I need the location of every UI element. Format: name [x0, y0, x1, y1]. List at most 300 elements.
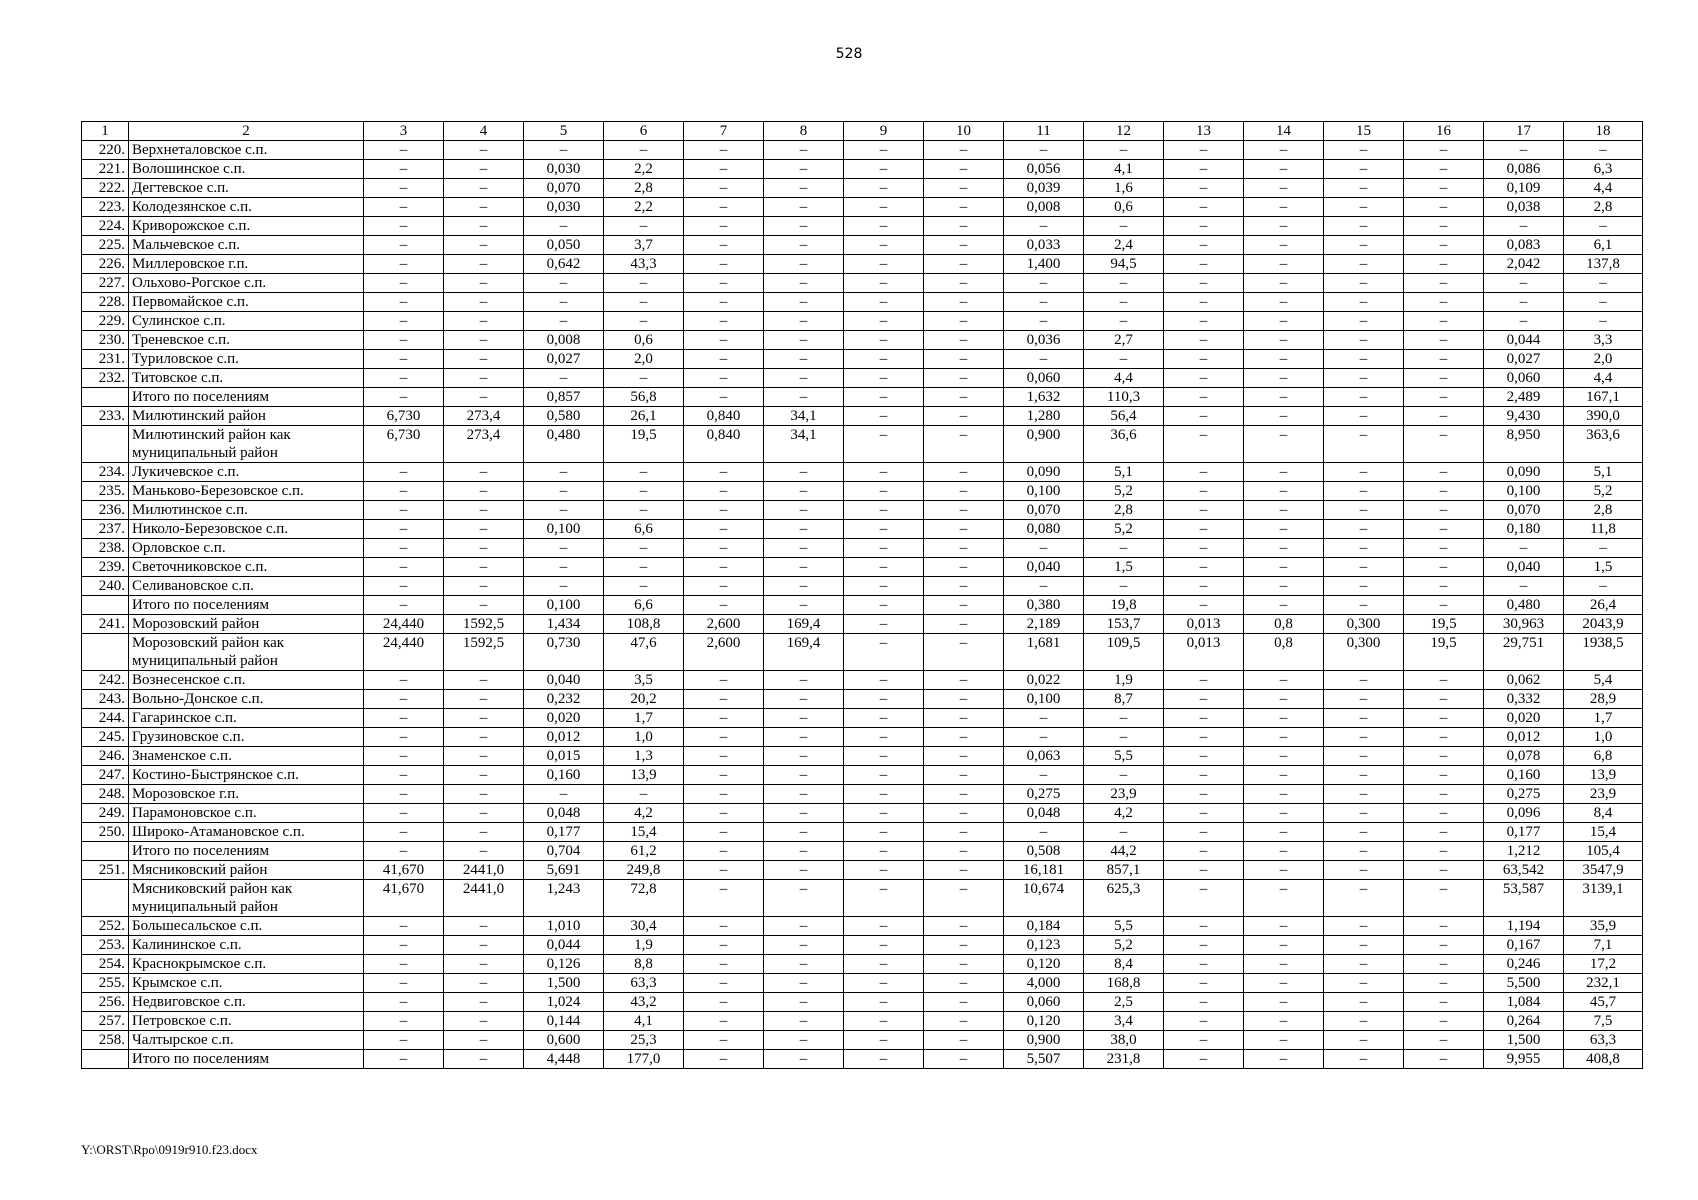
- value-cell: 6,1: [1564, 236, 1643, 255]
- row-number-cell: [82, 634, 129, 671]
- value-cell: –: [1324, 747, 1404, 766]
- value-cell: –: [1004, 274, 1084, 293]
- value-cell: –: [364, 917, 444, 936]
- value-cell: 20,2: [604, 690, 684, 709]
- value-cell: 0,177: [524, 823, 604, 842]
- column-number-cell: 17: [1484, 122, 1564, 141]
- value-cell: –: [684, 861, 764, 880]
- value-cell: 1,500: [1484, 1031, 1564, 1050]
- value-cell: –: [1244, 728, 1324, 747]
- value-cell: –: [684, 955, 764, 974]
- value-cell: –: [364, 179, 444, 198]
- row-number-cell: [82, 426, 129, 463]
- settlement-name-cell: Волошинское с.п.: [129, 160, 364, 179]
- table-row: [82, 690, 1643, 709]
- value-cell: –: [1324, 369, 1404, 388]
- value-cell: –: [1244, 766, 1324, 785]
- row-number-cell: 243.: [82, 690, 129, 709]
- value-cell: –: [1084, 350, 1164, 369]
- value-cell: –: [1164, 407, 1244, 426]
- settlement-name-cell: Костино-Быстрянское с.п.: [129, 766, 364, 785]
- value-cell: 0,120: [1004, 1012, 1084, 1031]
- value-cell: –: [524, 785, 604, 804]
- value-cell: –: [844, 312, 924, 331]
- settlement-name-cell: Итого по поселениям: [129, 388, 364, 407]
- row-number-cell: 251.: [82, 861, 129, 880]
- value-cell: –: [1324, 1031, 1404, 1050]
- value-cell: 11,8: [1564, 520, 1643, 539]
- value-cell: –: [924, 141, 1004, 160]
- value-cell: 0,6: [604, 331, 684, 350]
- value-cell: –: [1404, 274, 1484, 293]
- value-cell: –: [1324, 1050, 1404, 1069]
- value-cell: –: [684, 577, 764, 596]
- value-cell: –: [924, 388, 1004, 407]
- row-number-cell: 220.: [82, 141, 129, 160]
- value-cell: –: [1164, 369, 1244, 388]
- value-cell: 36,6: [1084, 426, 1164, 463]
- value-cell: –: [1004, 350, 1084, 369]
- value-cell: –: [1484, 274, 1564, 293]
- value-cell: –: [1004, 577, 1084, 596]
- value-cell: –: [604, 463, 684, 482]
- value-cell: –: [1244, 861, 1324, 880]
- value-cell: 10,674: [1004, 880, 1084, 917]
- table-row: [82, 426, 1643, 463]
- settlement-name-cell: Крымское с.п.: [129, 974, 364, 993]
- settlement-name-cell: Колодезянское с.п.: [129, 198, 364, 217]
- value-cell: 0,580: [524, 407, 604, 426]
- value-cell: –: [1244, 463, 1324, 482]
- value-cell: –: [604, 558, 684, 577]
- value-cell: –: [684, 274, 764, 293]
- value-cell: –: [764, 1012, 844, 1031]
- value-cell: 0,144: [524, 1012, 604, 1031]
- value-cell: –: [1404, 955, 1484, 974]
- value-cell: –: [1404, 217, 1484, 236]
- value-cell: 0,056: [1004, 160, 1084, 179]
- value-cell: –: [1244, 255, 1324, 274]
- value-cell: –: [684, 312, 764, 331]
- value-cell: –: [444, 312, 524, 331]
- row-number-cell: 222.: [82, 179, 129, 198]
- value-cell: –: [764, 160, 844, 179]
- value-cell: –: [764, 274, 844, 293]
- value-cell: –: [444, 350, 524, 369]
- value-cell: –: [1164, 331, 1244, 350]
- value-cell: –: [764, 709, 844, 728]
- row-number-cell: 224.: [82, 217, 129, 236]
- value-cell: –: [1004, 217, 1084, 236]
- value-cell: –: [764, 842, 844, 861]
- value-cell: –: [1244, 274, 1324, 293]
- value-cell: 5,500: [1484, 974, 1564, 993]
- table-row: [82, 255, 1643, 274]
- value-cell: –: [1004, 823, 1084, 842]
- value-cell: –: [364, 217, 444, 236]
- value-cell: 0,100: [1004, 690, 1084, 709]
- value-cell: –: [844, 880, 924, 917]
- value-cell: 44,2: [1084, 842, 1164, 861]
- value-cell: –: [364, 1050, 444, 1069]
- value-cell: 8,4: [1084, 955, 1164, 974]
- value-cell: –: [684, 785, 764, 804]
- value-cell: –: [764, 501, 844, 520]
- value-cell: –: [1324, 482, 1404, 501]
- value-cell: 19,5: [1404, 634, 1484, 671]
- value-cell: –: [1324, 936, 1404, 955]
- row-number-cell: 250.: [82, 823, 129, 842]
- value-cell: –: [764, 539, 844, 558]
- value-cell: –: [764, 823, 844, 842]
- value-cell: 1,9: [604, 936, 684, 955]
- value-cell: –: [684, 331, 764, 350]
- value-cell: 8,950: [1484, 426, 1564, 463]
- value-cell: –: [444, 141, 524, 160]
- value-cell: –: [364, 312, 444, 331]
- value-cell: 153,7: [1084, 615, 1164, 634]
- table-row: [82, 463, 1643, 482]
- value-cell: 2,2: [604, 198, 684, 217]
- value-cell: 2,0: [604, 350, 684, 369]
- value-cell: –: [524, 274, 604, 293]
- value-cell: 0,050: [524, 236, 604, 255]
- value-cell: –: [444, 577, 524, 596]
- value-cell: –: [1244, 823, 1324, 842]
- value-cell: –: [924, 179, 1004, 198]
- table-row: [82, 634, 1643, 671]
- value-cell: –: [684, 369, 764, 388]
- value-cell: –: [844, 577, 924, 596]
- value-cell: –: [444, 766, 524, 785]
- value-cell: –: [844, 274, 924, 293]
- table-row: [82, 785, 1643, 804]
- value-cell: –: [764, 861, 844, 880]
- value-cell: –: [844, 198, 924, 217]
- value-cell: –: [1244, 747, 1324, 766]
- row-number-cell: [82, 388, 129, 407]
- value-cell: 0,030: [524, 198, 604, 217]
- value-cell: 0,100: [1484, 482, 1564, 501]
- row-number-cell: 242.: [82, 671, 129, 690]
- value-cell: –: [1404, 577, 1484, 596]
- value-cell: 6,6: [604, 596, 684, 615]
- value-cell: –: [764, 728, 844, 747]
- value-cell: –: [1244, 236, 1324, 255]
- settlement-name-cell: Туриловское с.п.: [129, 350, 364, 369]
- value-cell: 1,5: [1564, 558, 1643, 577]
- value-cell: –: [1164, 1012, 1244, 1031]
- value-cell: –: [1404, 709, 1484, 728]
- value-cell: –: [524, 141, 604, 160]
- value-cell: 0,090: [1004, 463, 1084, 482]
- value-cell: 1,400: [1004, 255, 1084, 274]
- value-cell: –: [844, 766, 924, 785]
- value-cell: –: [604, 501, 684, 520]
- value-cell: 23,9: [1084, 785, 1164, 804]
- page-number: 528: [835, 46, 863, 62]
- value-cell: 0,062: [1484, 671, 1564, 690]
- value-cell: 2,042: [1484, 255, 1564, 274]
- value-cell: –: [1244, 293, 1324, 312]
- value-cell: –: [444, 1050, 524, 1069]
- value-cell: –: [844, 596, 924, 615]
- table-row: [82, 388, 1643, 407]
- settlement-name-cell: Вольно-Донское с.п.: [129, 690, 364, 709]
- value-cell: 2,489: [1484, 388, 1564, 407]
- value-cell: –: [924, 1012, 1004, 1031]
- value-cell: –: [844, 388, 924, 407]
- value-cell: 1,0: [604, 728, 684, 747]
- value-cell: –: [1404, 463, 1484, 482]
- value-cell: –: [1404, 236, 1484, 255]
- value-cell: –: [1324, 293, 1404, 312]
- value-cell: –: [364, 596, 444, 615]
- value-cell: –: [524, 539, 604, 558]
- value-cell: –: [1404, 426, 1484, 463]
- row-number-cell: 255.: [82, 974, 129, 993]
- value-cell: –: [1564, 577, 1643, 596]
- value-cell: –: [1164, 766, 1244, 785]
- value-cell: 2,7: [1084, 331, 1164, 350]
- value-cell: –: [684, 236, 764, 255]
- value-cell: –: [1004, 312, 1084, 331]
- value-cell: 41,670: [364, 861, 444, 880]
- value-cell: –: [444, 671, 524, 690]
- value-cell: –: [364, 728, 444, 747]
- value-cell: –: [1324, 804, 1404, 823]
- value-cell: –: [1084, 823, 1164, 842]
- column-number-cell: 4: [444, 122, 524, 141]
- value-cell: –: [444, 917, 524, 936]
- value-cell: –: [1084, 766, 1164, 785]
- value-cell: –: [1324, 558, 1404, 577]
- value-cell: –: [1084, 577, 1164, 596]
- value-cell: –: [1244, 842, 1324, 861]
- value-cell: –: [764, 255, 844, 274]
- value-cell: –: [524, 463, 604, 482]
- value-cell: –: [1164, 596, 1244, 615]
- value-cell: –: [1244, 690, 1324, 709]
- value-cell: 15,4: [604, 823, 684, 842]
- value-cell: 3,7: [604, 236, 684, 255]
- value-cell: –: [1244, 993, 1324, 1012]
- settlement-name-cell: Селивановское с.п.: [129, 577, 364, 596]
- value-cell: –: [924, 539, 1004, 558]
- value-cell: –: [924, 634, 1004, 671]
- value-cell: –: [1404, 936, 1484, 955]
- value-cell: –: [844, 861, 924, 880]
- value-cell: 0,840: [684, 426, 764, 463]
- value-cell: 2441,0: [444, 880, 524, 917]
- value-cell: –: [764, 520, 844, 539]
- value-cell: –: [1324, 728, 1404, 747]
- value-cell: 0,332: [1484, 690, 1564, 709]
- value-cell: 2,4: [1084, 236, 1164, 255]
- value-cell: 0,6: [1084, 198, 1164, 217]
- value-cell: –: [1164, 671, 1244, 690]
- value-cell: –: [604, 577, 684, 596]
- value-cell: –: [844, 350, 924, 369]
- value-cell: 0,8: [1244, 634, 1324, 671]
- column-number-cell: 13: [1164, 122, 1244, 141]
- value-cell: 109,5: [1084, 634, 1164, 671]
- value-cell: –: [1084, 217, 1164, 236]
- value-cell: –: [1324, 539, 1404, 558]
- value-cell: –: [924, 463, 1004, 482]
- value-cell: 34,1: [764, 407, 844, 426]
- value-cell: –: [1404, 520, 1484, 539]
- value-cell: –: [764, 350, 844, 369]
- value-cell: –: [684, 880, 764, 917]
- value-cell: –: [444, 179, 524, 198]
- value-cell: 5,4: [1564, 671, 1643, 690]
- settlement-name-cell: Итого по поселениям: [129, 596, 364, 615]
- value-cell: 56,8: [604, 388, 684, 407]
- table-row: [82, 823, 1643, 842]
- value-cell: 47,6: [604, 634, 684, 671]
- value-cell: –: [1244, 520, 1324, 539]
- value-cell: –: [1164, 463, 1244, 482]
- value-cell: –: [444, 955, 524, 974]
- value-cell: –: [844, 255, 924, 274]
- value-cell: –: [1244, 539, 1324, 558]
- value-cell: –: [1244, 426, 1324, 463]
- value-cell: –: [1324, 690, 1404, 709]
- value-cell: 5,2: [1084, 482, 1164, 501]
- table-row: [82, 842, 1643, 861]
- row-number-cell: [82, 1050, 129, 1069]
- value-cell: –: [1004, 728, 1084, 747]
- value-cell: –: [684, 482, 764, 501]
- value-cell: –: [1404, 766, 1484, 785]
- value-cell: –: [1164, 255, 1244, 274]
- value-cell: 0,086: [1484, 160, 1564, 179]
- value-cell: 30,4: [604, 917, 684, 936]
- value-cell: 0,642: [524, 255, 604, 274]
- value-cell: –: [364, 1012, 444, 1031]
- value-cell: 625,3: [1084, 880, 1164, 917]
- value-cell: 0,264: [1484, 1012, 1564, 1031]
- value-cell: –: [1404, 482, 1484, 501]
- value-cell: 0,020: [524, 709, 604, 728]
- settlement-name-cell: Краснокрымское с.п.: [129, 955, 364, 974]
- value-cell: –: [444, 596, 524, 615]
- value-cell: 0,120: [1004, 955, 1084, 974]
- settlement-name-cell: Мясниковский район как муниципальный район: [129, 880, 364, 917]
- value-cell: –: [1164, 482, 1244, 501]
- value-cell: 6,730: [364, 407, 444, 426]
- value-cell: –: [364, 842, 444, 861]
- value-cell: 26,4: [1564, 596, 1643, 615]
- row-number-cell: 221.: [82, 160, 129, 179]
- value-cell: –: [924, 198, 1004, 217]
- value-cell: –: [364, 141, 444, 160]
- settlement-name-cell: Миллеровское г.п.: [129, 255, 364, 274]
- value-cell: 4,2: [604, 804, 684, 823]
- value-cell: 4,4: [1564, 179, 1643, 198]
- value-cell: 0,840: [684, 407, 764, 426]
- value-cell: –: [924, 785, 1004, 804]
- value-cell: –: [444, 520, 524, 539]
- value-cell: –: [1164, 785, 1244, 804]
- value-cell: 0,070: [524, 179, 604, 198]
- table-row: [82, 369, 1643, 388]
- value-cell: –: [764, 880, 844, 917]
- value-cell: –: [364, 747, 444, 766]
- value-cell: –: [444, 728, 524, 747]
- value-cell: –: [364, 198, 444, 217]
- settlement-name-cell: Итого по поселениям: [129, 842, 364, 861]
- value-cell: –: [844, 179, 924, 198]
- value-cell: –: [604, 785, 684, 804]
- value-cell: –: [364, 160, 444, 179]
- value-cell: –: [1404, 690, 1484, 709]
- value-cell: –: [1404, 747, 1484, 766]
- value-cell: –: [684, 198, 764, 217]
- value-cell: –: [1244, 198, 1324, 217]
- settlement-name-cell: Большесальское с.п.: [129, 917, 364, 936]
- value-cell: –: [1404, 917, 1484, 936]
- value-cell: –: [1164, 350, 1244, 369]
- value-cell: –: [684, 917, 764, 936]
- value-cell: –: [764, 217, 844, 236]
- row-number-cell: 226.: [82, 255, 129, 274]
- value-cell: –: [764, 482, 844, 501]
- value-cell: 1,010: [524, 917, 604, 936]
- value-cell: 8,4: [1564, 804, 1643, 823]
- value-cell: –: [364, 463, 444, 482]
- value-cell: 0,040: [524, 671, 604, 690]
- settlement-name-cell: Орловское с.п.: [129, 539, 364, 558]
- value-cell: –: [1324, 331, 1404, 350]
- value-cell: –: [364, 350, 444, 369]
- value-cell: –: [924, 312, 1004, 331]
- value-cell: –: [1244, 1031, 1324, 1050]
- value-cell: –: [1404, 293, 1484, 312]
- value-cell: –: [1244, 785, 1324, 804]
- row-number-cell: 237.: [82, 520, 129, 539]
- value-cell: 13,9: [604, 766, 684, 785]
- value-cell: –: [764, 293, 844, 312]
- value-cell: 1,434: [524, 615, 604, 634]
- value-cell: –: [444, 539, 524, 558]
- row-number-cell: 232.: [82, 369, 129, 388]
- value-cell: 0,380: [1004, 596, 1084, 615]
- value-cell: –: [684, 690, 764, 709]
- value-cell: –: [1404, 179, 1484, 198]
- value-cell: 2,8: [604, 179, 684, 198]
- value-cell: 0,123: [1004, 936, 1084, 955]
- value-cell: –: [684, 747, 764, 766]
- value-cell: –: [444, 501, 524, 520]
- value-cell: –: [1084, 141, 1164, 160]
- value-cell: 0,033: [1004, 236, 1084, 255]
- value-cell: –: [844, 520, 924, 539]
- value-cell: –: [1404, 141, 1484, 160]
- table-row: [82, 520, 1643, 539]
- settlement-name-cell: Гагаринское с.п.: [129, 709, 364, 728]
- value-cell: –: [764, 804, 844, 823]
- value-cell: –: [1324, 577, 1404, 596]
- value-cell: 5,2: [1084, 936, 1164, 955]
- value-cell: –: [1324, 766, 1404, 785]
- settlement-name-cell: Калининское с.п.: [129, 936, 364, 955]
- value-cell: –: [364, 255, 444, 274]
- value-cell: –: [1164, 236, 1244, 255]
- value-cell: –: [1244, 974, 1324, 993]
- table-row: [82, 1012, 1643, 1031]
